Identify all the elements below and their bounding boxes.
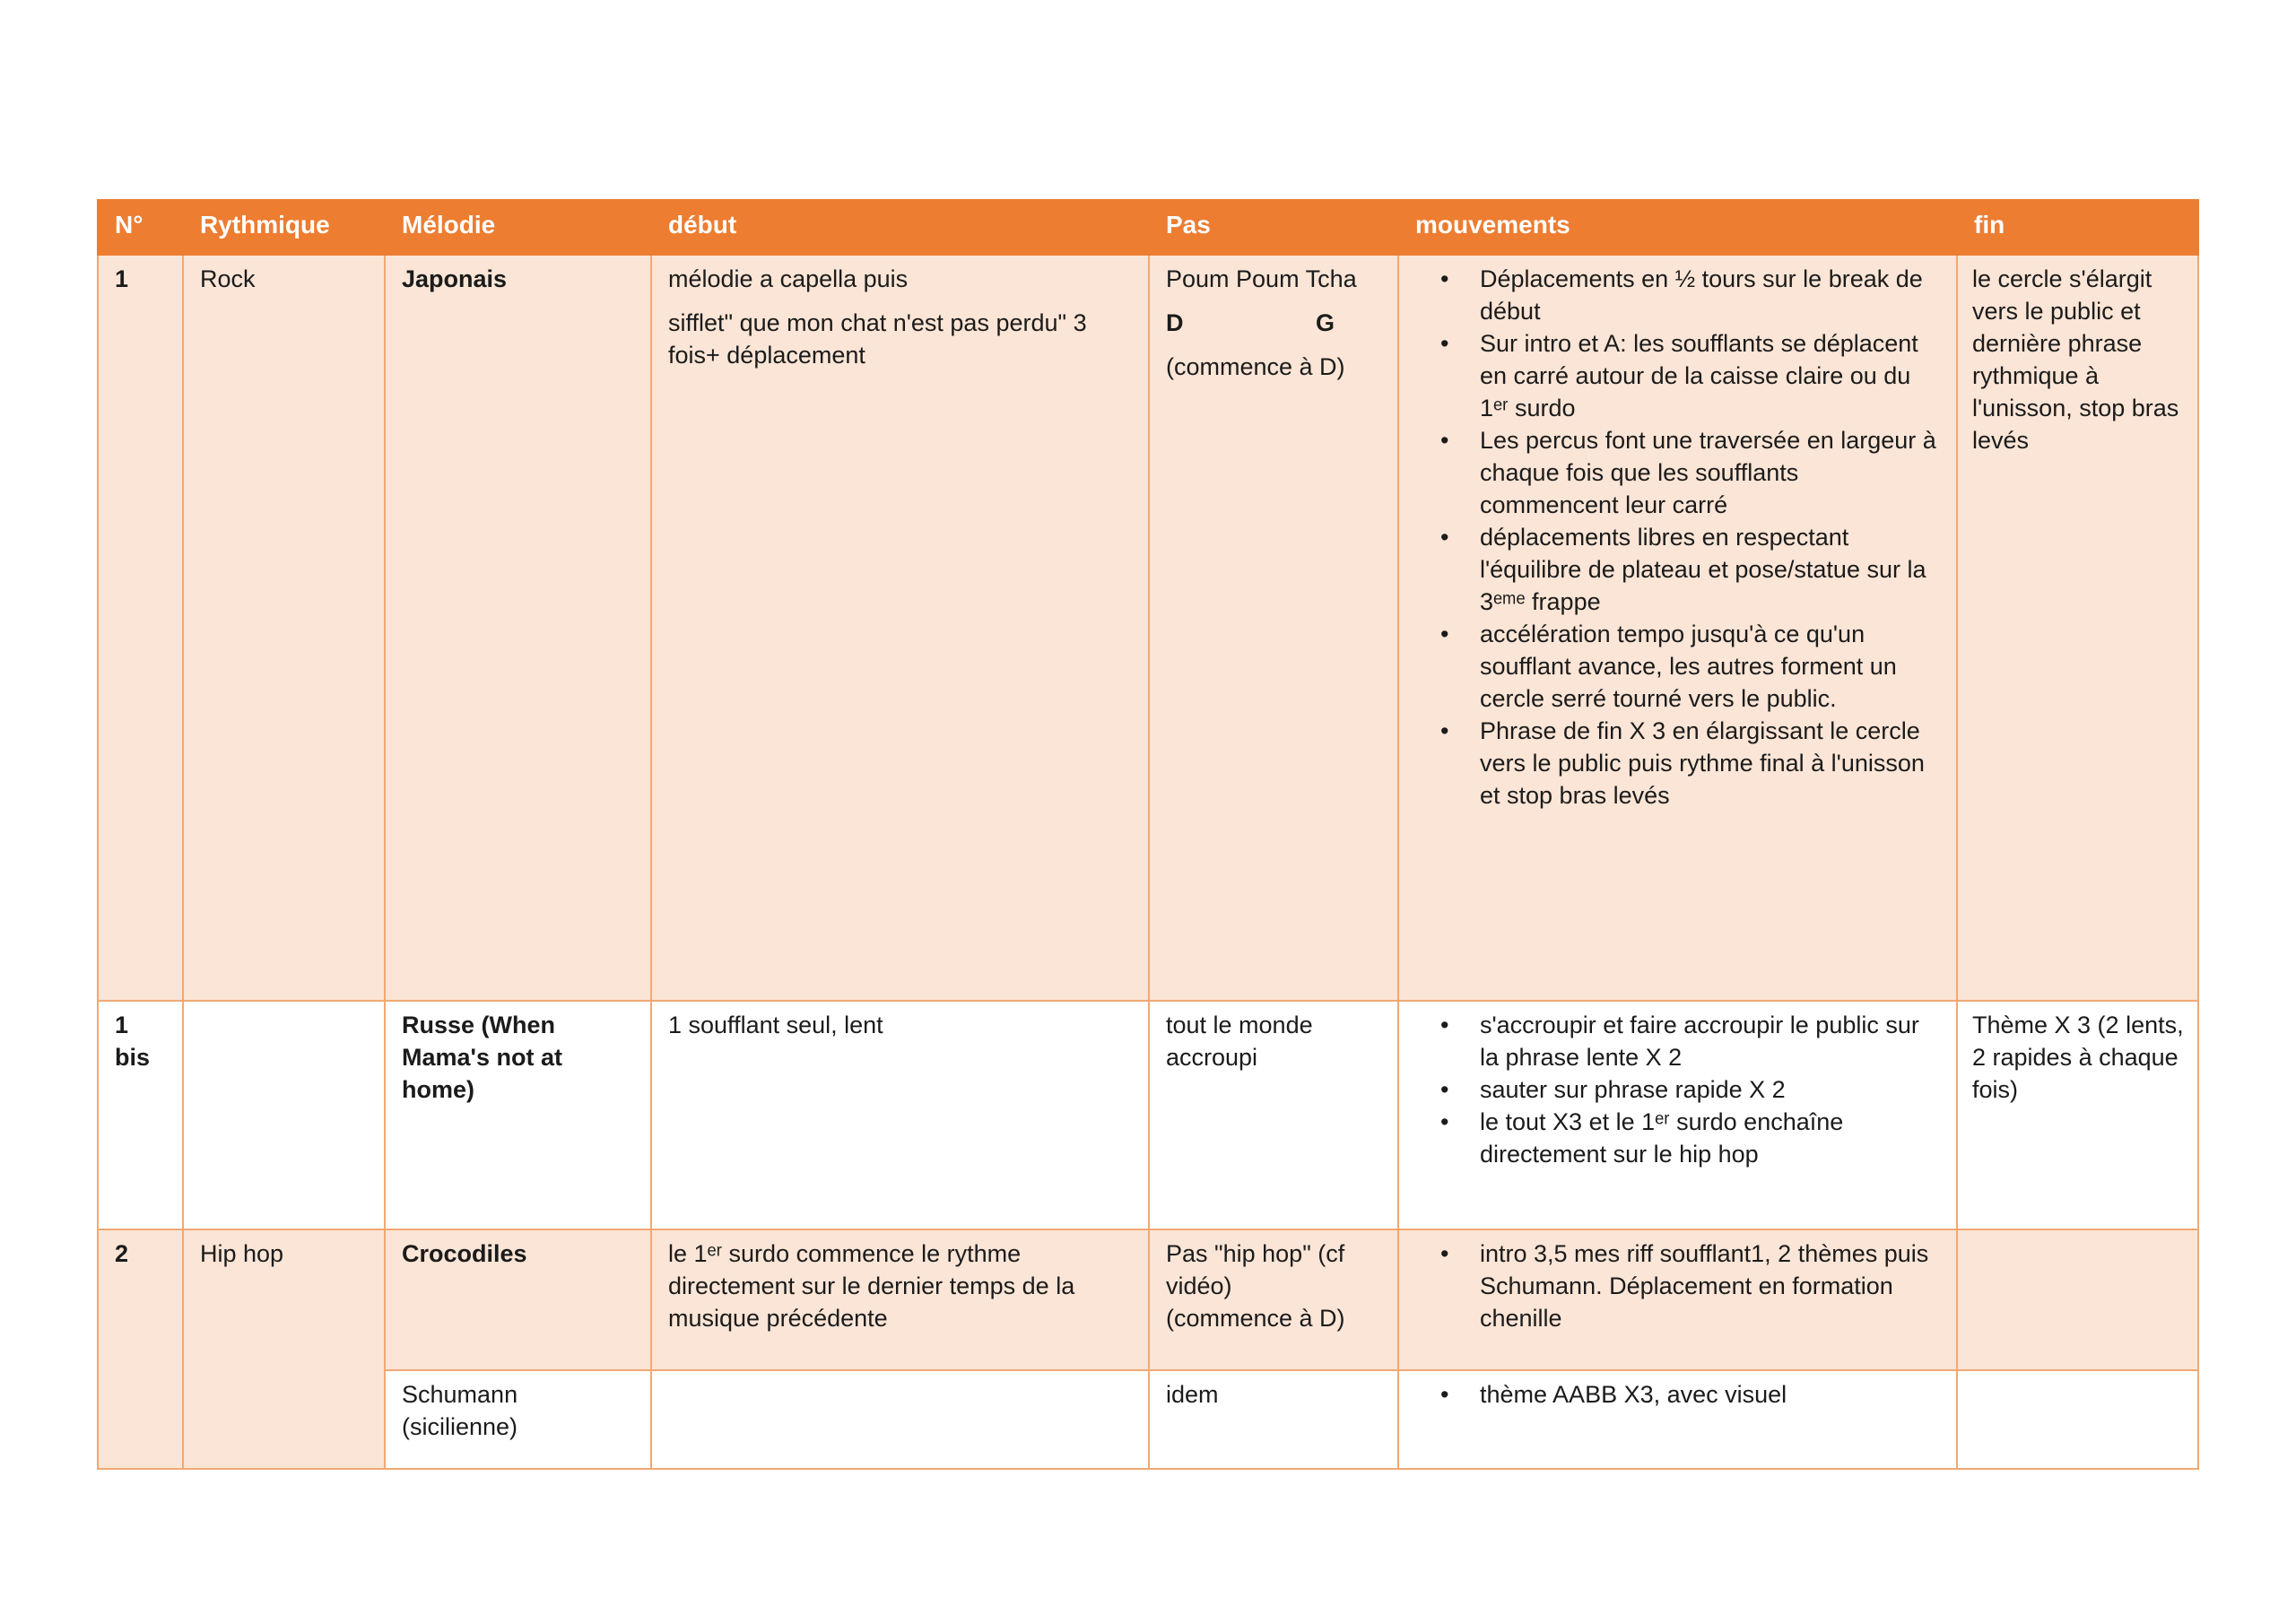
mouvements-bullet-list — [1415, 1238, 1942, 1334]
bullet-item: • le tout X3 et le 1ᵉʳ surdo enchaîne directement sur le hip hop — [1440, 1106, 1942, 1170]
cell-fin — [1957, 1229, 2198, 1370]
cell-mouvements — [1398, 255, 1957, 1001]
pas-paragraph: tout le monde accroupi — [1166, 1012, 1313, 1071]
cell-fin — [1957, 255, 2198, 1001]
cell-melodie — [385, 1001, 651, 1229]
header-mouvements: mouvements — [1398, 200, 1957, 255]
cell-num — [98, 1001, 183, 1229]
pas-chords-line — [1166, 307, 1383, 339]
cell-pas — [1149, 1229, 1398, 1370]
bullet-item: • s'accroupir et faire accroupir le public sur la phrase lente X 2 — [1440, 1009, 1942, 1073]
bullet-item: • Sur intro et A: les soufflants se déplacent en carré autour de la caisse claire ou du 1ᵉʳ surdo — [1440, 327, 1942, 424]
cell-melodie — [385, 1229, 651, 1370]
cell-rythmique — [183, 255, 385, 1001]
header-debut: début — [651, 200, 1149, 255]
header-melodie: Mélodie — [385, 200, 651, 255]
chord-d: D — [1166, 309, 1184, 336]
fin-value: Thème X 3 (2 lents, 2 rapides à chaque fois) — [1972, 1012, 2184, 1103]
debut-paragraph: sifflet" que mon chat n'est pas perdu" 3 fois+ déplacement — [668, 309, 1087, 369]
pas-paragraph: (commence à D) — [1166, 353, 1345, 380]
row-number: 2 — [115, 1240, 129, 1267]
table-header-row — [98, 200, 2198, 255]
table-row-2b — [98, 1370, 2198, 1469]
header-fin: fin — [1957, 200, 2198, 255]
pas-paragraph: idem — [1166, 1381, 1219, 1408]
cell-pas — [1149, 255, 1398, 1001]
row-number: 1 — [115, 265, 129, 292]
mouvements-bullet-list — [1415, 1009, 1942, 1170]
bullet-item: • thème AABB X3, avec visuel — [1440, 1378, 1942, 1411]
cell-debut — [651, 1229, 1149, 1370]
cell-debut — [651, 1370, 1149, 1469]
cell-mouvements — [1398, 1229, 1957, 1370]
cell-num — [98, 255, 183, 1001]
melodie-value: Schumann (sicilienne) — [402, 1381, 518, 1440]
chord-g: G — [1315, 309, 1335, 336]
fin-value: le cercle s'élargit vers le public et dernière phrase rythmique à l'unisson, stop bras levés — [1972, 265, 2179, 454]
cell-rythmique — [183, 1229, 385, 1469]
bullet-item: • accélération tempo jusqu'à ce qu'un soufflant avance, les autres forment un cercle serré tourné vers le public. — [1440, 618, 1942, 715]
cell-pas — [1149, 1370, 1398, 1469]
cell-debut — [651, 1001, 1149, 1229]
table-row-1bis — [98, 1001, 2198, 1229]
pas-line: (commence à D) — [1166, 1305, 1345, 1332]
cell-debut — [651, 255, 1149, 1001]
rythmique-value: Hip hop — [200, 1240, 284, 1267]
cell-num — [98, 1229, 183, 1469]
cell-melodie — [385, 1370, 651, 1469]
bullet-item: • Phrase de fin X 3 en élargissant le cercle vers le public puis rythme final à l'unisson et stop bras levés — [1440, 715, 1942, 812]
cell-fin — [1957, 1001, 2198, 1229]
cell-pas — [1149, 1001, 1398, 1229]
debut-paragraph: mélodie a capella puis — [668, 265, 909, 292]
debut-paragraph: le 1ᵉʳ surdo commence le rythme directement sur le dernier temps de la musique précédente — [668, 1240, 1075, 1332]
cell-rythmique — [183, 1001, 385, 1229]
debut-paragraph: 1 soufflant seul, lent — [668, 1012, 883, 1038]
table-row-1 — [98, 255, 2198, 1001]
cell-melodie — [385, 255, 651, 1001]
mouvements-bullet-list — [1415, 263, 1942, 812]
mouvements-bullet-list — [1415, 1378, 1942, 1411]
show-run-sheet-table — [97, 199, 2199, 1470]
pas-line: Pas "hip hop" (cf vidéo) — [1166, 1240, 1345, 1299]
table-row-2a — [98, 1229, 2198, 1370]
header-pas: Pas — [1149, 200, 1398, 255]
cell-mouvements — [1398, 1370, 1957, 1469]
row-number: 1 — [115, 1012, 129, 1038]
bullet-item: • déplacements libres en respectant l'équilibre de plateau et pose/statue sur la 3ᵉᵐᵉ frappe — [1440, 521, 1942, 618]
cell-mouvements — [1398, 1001, 1957, 1229]
bullet-item: • sauter sur phrase rapide X 2 — [1440, 1073, 1942, 1106]
bullet-item: • intro 3,5 mes riff soufflant1, 2 thèmes puis Schumann. Déplacement en formation chenille — [1440, 1238, 1942, 1334]
bullet-item: • Déplacements en ½ tours sur le break de début — [1440, 263, 1942, 327]
melodie-value: Crocodiles — [402, 1240, 527, 1267]
row-number-suffix: bis — [115, 1044, 151, 1071]
header-num: N° — [98, 200, 183, 255]
bullet-item: • Les percus font une traversée en largeur à chaque fois que les soufflants commencent leur carré — [1440, 424, 1942, 521]
melodie-value: Japonais — [402, 265, 508, 292]
header-rythmique: Rythmique — [183, 200, 385, 255]
rythmique-value: Rock — [200, 265, 256, 292]
cell-fin — [1957, 1370, 2198, 1469]
pas-paragraph: Poum Poum Tcha — [1166, 265, 1357, 292]
melodie-value: Russe (When Mama's not at home) — [402, 1012, 562, 1103]
